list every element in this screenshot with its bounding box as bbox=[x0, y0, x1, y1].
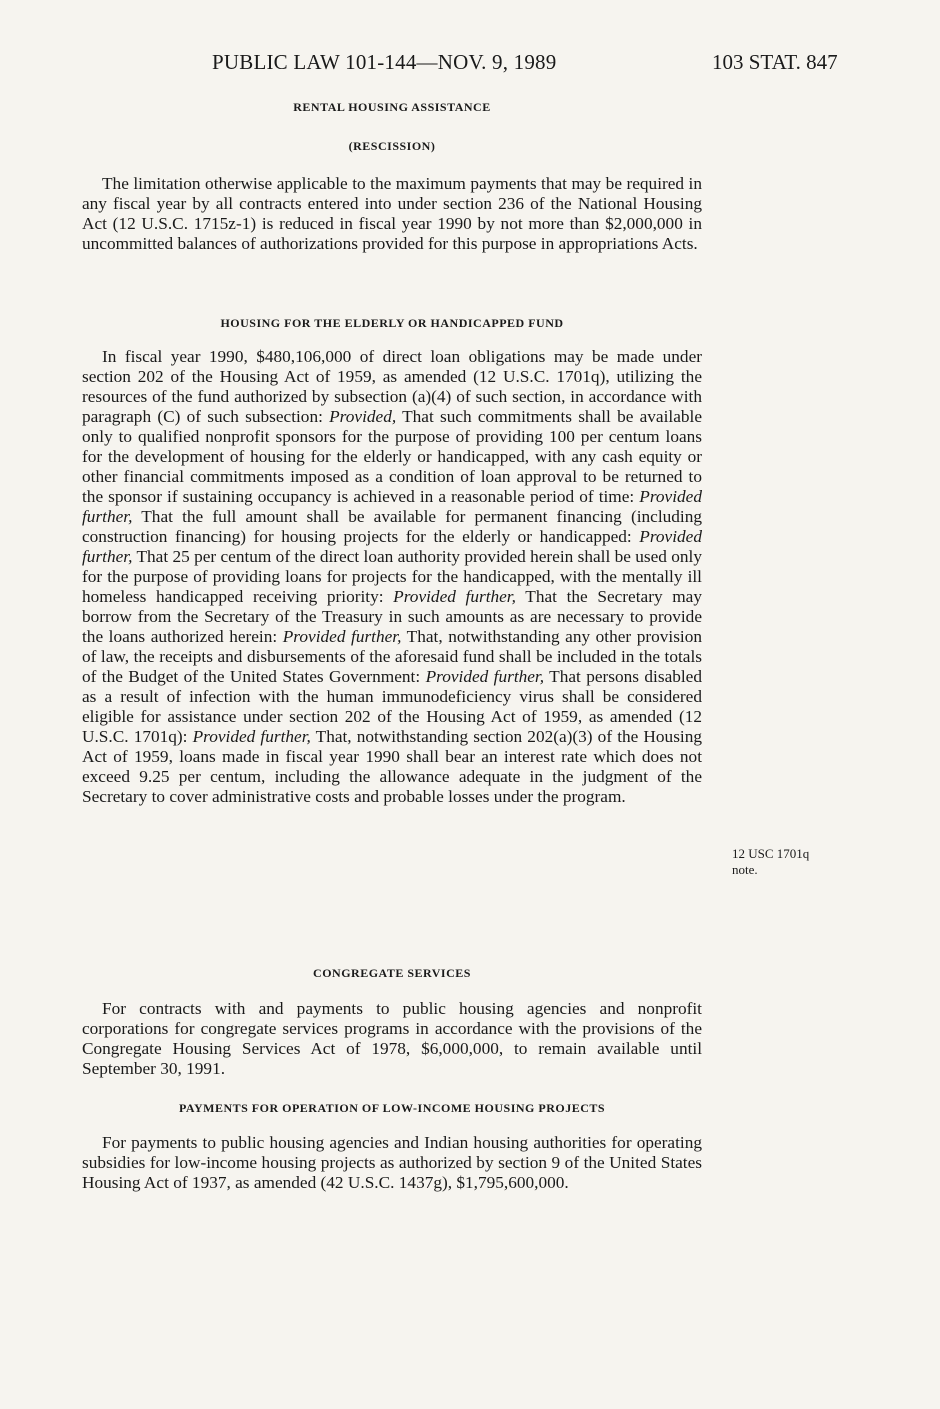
section-heading-elderly: HOUSING FOR THE ELDERLY OR HANDICAPPED FUND bbox=[220, 316, 564, 330]
section-subheading-rescission: (RESCISSION) bbox=[348, 139, 436, 153]
provided-clause-2: Provided further, bbox=[82, 487, 702, 526]
paragraph-elderly-text-6: That, notwithstanding any other provision of law, the receipts and disbursements of the aforesaid fund shall be included in the totals of the Budget of the United States Government: bbox=[82, 627, 703, 686]
provided-clause-1: Provided, bbox=[329, 407, 397, 426]
paragraph-elderly bbox=[82, 347, 702, 807]
paragraph-operation-text: For payments to public housing agencies and Indian housing authorities for operating subsidies for low-income housing projects as authorized by section 9 of the United States Housing Act of 1937, as amended (42 U.S.C. 1437g), $1,795,600,000. bbox=[82, 1133, 702, 1192]
page-header-stat: 103 STAT. 847 bbox=[712, 50, 838, 74]
paragraph-congregate-text: For contracts with and payments to public housing agencies and nonprofit corporations for congregate services programs in accordance with the provisions of the Congregate Housing Services Act of 1978, $6,000,000, to remain available until September 30, 1991. bbox=[82, 999, 702, 1078]
provided-clause-5: Provided further, bbox=[282, 627, 402, 646]
paragraph-elderly-text-2: That such commitments shall be available only to qualified nonprofit sponsors for the purpose of providing 100 per centum loans for the development of housing for the elderly or handicapped, with any cash equity or other financial commitments imposed as a condition of loan approval to be returned to the sponsor if sustaining occupancy is achieved in a reasonable period of time: bbox=[82, 407, 702, 506]
paragraph-rental-text: The limitation otherwise applicable to the maximum payments that may be required in any fiscal year by all contracts entered into under section 236 of the National Housing Act (12 U.S.C. 1715z-1) is reduced in fiscal year 1990 by not more than $2,000,000 in uncommitted balances of authorizations provided for this purpose in appropriations Acts. bbox=[82, 174, 702, 253]
section-heading-rental: RENTAL HOUSING ASSISTANCE bbox=[293, 100, 491, 114]
paragraph-elderly-text-8: That, notwithstanding section 202(a)(3) of the Housing Act of 1959, loans made in fiscal year 1990 shall bear an interest rate which does not exceed 9.25 per centum, including the allowance adequate in the judgment of the Secretary to cover administrative costs and probable losses under the program. bbox=[82, 727, 703, 806]
section-heading-congregate: CONGREGATE SERVICES bbox=[313, 966, 471, 980]
section-heading-operation: PAYMENTS FOR OPERATION OF LOW-INCOME HOUSING PROJECTS bbox=[178, 1101, 606, 1115]
provided-clause-6: Provided further, bbox=[425, 667, 545, 686]
paragraph-elderly-text-3: That the full amount shall be available for permanent financing (including construction financing) for housing projects for the elderly or handicapped: bbox=[82, 507, 702, 546]
paragraph-elderly-text-7: That persons disabled as a result of infection with the human immunodeficiency virus shall be considered eligible for assistance under section 202 of the Housing Act of 1959, as amended (12 U.S.C. 1701q): bbox=[82, 667, 702, 746]
margin-note-label: note. bbox=[732, 862, 758, 877]
page-header-title: PUBLIC LAW 101-144—NOV. 9, 1989 bbox=[212, 50, 557, 74]
provided-clause-7: Provided further, bbox=[192, 727, 311, 746]
paragraph-operation bbox=[82, 1133, 702, 1193]
provided-clause-3: Provided further, bbox=[82, 527, 702, 566]
paragraph-elderly-text-1: In fiscal year 1990, $480,106,000 of direct loan obligations may be made under section 202 of the Housing Act of 1959, as amended (12 U.S.C. 1701q), utilizing the resources of the fund authorized by subsection (a)(4) of such section, in accordance with paragraph (C) of such subsection: bbox=[82, 347, 702, 426]
paragraph-congregate bbox=[82, 999, 702, 1079]
paragraph-elderly-text-5: That the Secretary may borrow from the Secretary of the Treasury in such amounts as are necessary to provide the loans authorized herein: bbox=[82, 587, 702, 646]
margin-note-citation: 12 USC 1701q bbox=[732, 846, 810, 861]
margin-note bbox=[732, 846, 809, 878]
paragraph-rental bbox=[82, 174, 702, 254]
provided-clause-4: Provided further, bbox=[393, 587, 516, 606]
paragraph-elderly-text-4: That 25 per centum of the direct loan authority provided herein shall be used only for the purpose of providing loans for projects for the handicapped, with the mentally ill homeless handicapped receiving priority: bbox=[82, 547, 702, 606]
